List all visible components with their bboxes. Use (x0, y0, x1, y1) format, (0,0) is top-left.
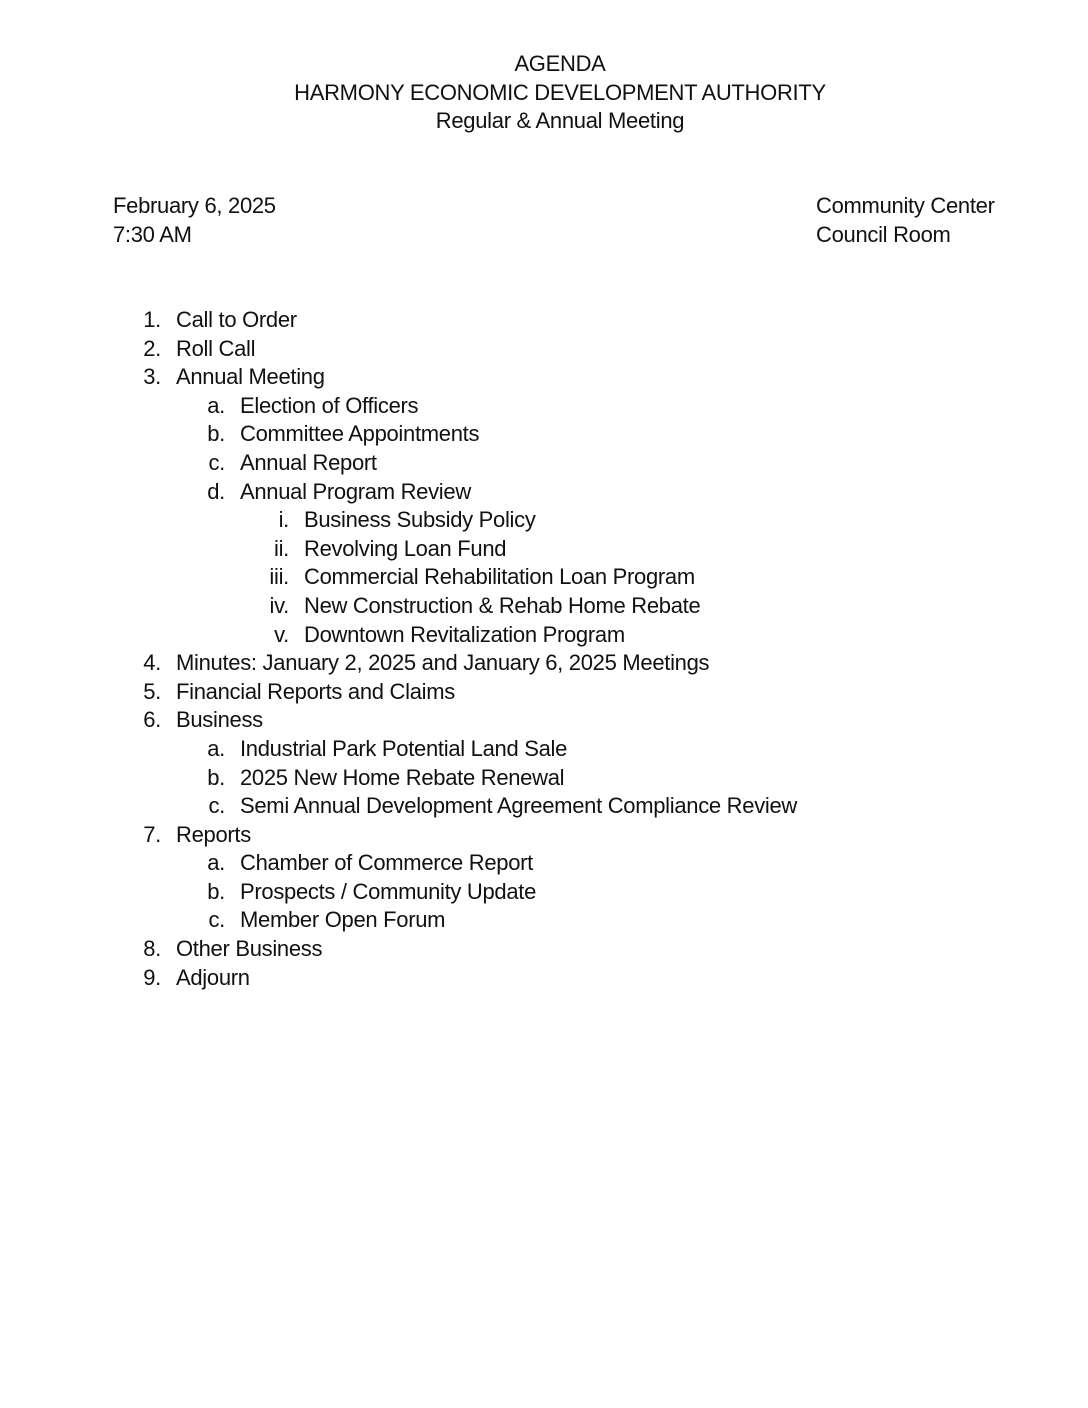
item-text: Reports (176, 821, 251, 847)
agenda-item (0, 306, 1088, 335)
subitem-text: Election of Officers (240, 392, 419, 418)
item-number: 9. (143, 964, 161, 990)
meeting-time: 7:30 AM (113, 221, 192, 247)
item-text: Other Business (176, 936, 323, 962)
subitem-text: Committee Appointments (240, 421, 480, 447)
subsubitem-text: Business Subsidy Policy (304, 507, 536, 533)
subitem-letter: c. (208, 907, 225, 933)
subsubitem-numeral: iv. (269, 592, 289, 618)
item-number: 5. (143, 678, 161, 704)
subsubitem-text: Commercial Rehabilitation Loan Program (304, 564, 695, 590)
subitem-text: Chamber of Commerce Report (240, 850, 533, 876)
item-text: Adjourn (176, 964, 250, 990)
subitem-letter: a. (207, 850, 225, 876)
agenda-subitem (0, 906, 1088, 935)
agenda-subitem (0, 420, 1088, 449)
agenda-item (0, 821, 1088, 850)
subitem-text: 2025 New Home Rebate Renewal (240, 764, 565, 790)
item-text: Business (176, 707, 263, 733)
subitem-text: Annual Report (240, 449, 377, 475)
item-text: Call to Order (176, 307, 297, 332)
agenda-subitem (0, 392, 1088, 421)
subitem-letter: c. (208, 793, 225, 819)
agenda-item (0, 964, 1088, 993)
header-organization: HARMONY ECONOMIC DEVELOPMENT AUTHORITY (294, 79, 826, 105)
meeting-room: Council Room (816, 221, 951, 247)
agenda-item (0, 335, 1088, 364)
subsubitem-numeral: ii. (274, 535, 289, 561)
subsubitem-text: New Construction & Rehab Home Rebate (304, 592, 701, 618)
item-number: 8. (143, 936, 161, 962)
subitem-text: Member Open Forum (240, 907, 446, 933)
agenda-item (0, 706, 1088, 735)
subitem-letter: b. (207, 764, 225, 790)
item-number: 6. (143, 707, 161, 733)
agenda-item (0, 678, 1088, 707)
header-title: AGENDA (514, 51, 606, 76)
subitem-text: Annual Program Review (240, 478, 471, 504)
subsubitem-numeral: v. (274, 621, 289, 647)
agenda-list (0, 306, 1088, 992)
subitem-text: Prospects / Community Update (240, 878, 537, 904)
agenda-subsubitem (0, 535, 1088, 564)
meeting-venue: Community Center (816, 193, 995, 218)
subitem-letter: b. (207, 421, 225, 447)
subitem-letter: d. (207, 478, 225, 504)
item-text: Financial Reports and Claims (176, 678, 455, 704)
subitem-letter: b. (207, 878, 225, 904)
meeting-location (816, 192, 995, 249)
item-text: Minutes: January 2, 2025 and January 6, 2025 Meetings (176, 650, 710, 676)
agenda-subitem (0, 449, 1088, 478)
header-meeting-type: Regular & Annual Meeting (435, 108, 685, 133)
agenda-item (0, 649, 1088, 678)
item-number: 7. (143, 821, 161, 847)
item-number: 1. (143, 307, 161, 332)
item-number: 4. (143, 650, 161, 676)
agenda-item (0, 363, 1088, 392)
subsubitem-numeral: i. (278, 507, 289, 533)
subsubitem-text: Downtown Revitalization Program (304, 621, 625, 647)
agenda-subitem (0, 878, 1088, 907)
subitem-letter: a. (207, 735, 225, 761)
subitem-letter: a. (207, 392, 225, 418)
agenda-subitem (0, 764, 1088, 793)
agenda-subsubitem (0, 621, 1088, 650)
agenda-subitem (0, 792, 1088, 821)
agenda-item (0, 935, 1088, 964)
item-number: 2. (143, 335, 161, 361)
meeting-date-time (113, 192, 276, 249)
agenda-subsubitem (0, 592, 1088, 621)
meeting-date: February 6, 2025 (113, 193, 276, 218)
subitem-text: Industrial Park Potential Land Sale (240, 735, 568, 761)
subsubitem-numeral: iii. (269, 564, 289, 590)
agenda-subsubitem (0, 563, 1088, 592)
agenda-subitem (0, 849, 1088, 878)
agenda-subitem (0, 735, 1088, 764)
agenda-subitem (0, 478, 1088, 507)
subsubitem-text: Revolving Loan Fund (304, 535, 507, 561)
item-text: Annual Meeting (176, 364, 325, 390)
item-number: 3. (143, 364, 161, 390)
subitem-letter: c. (208, 449, 225, 475)
agenda-subsubitem (0, 506, 1088, 535)
document-header (0, 50, 1088, 136)
item-text: Roll Call (176, 335, 256, 361)
subitem-text: Semi Annual Development Agreement Compliance Review (240, 793, 798, 819)
